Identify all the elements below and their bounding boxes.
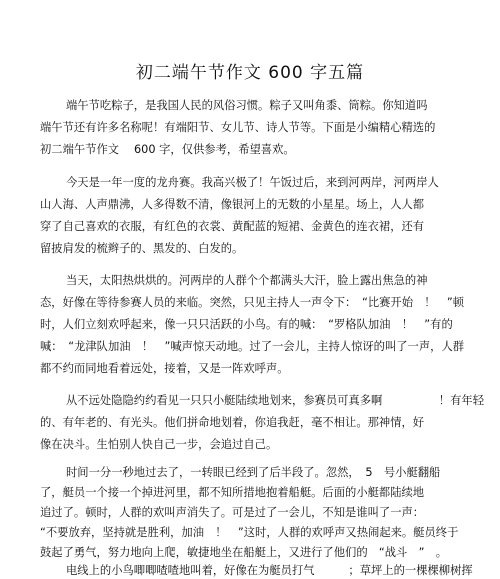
text-line: 都不约而同地看着远处，接着，又是一阵欢呼声。 xyxy=(40,362,289,375)
text-line: 的、有年老的、有光头。他们拼命地划着，你追我赶，毫不相让。那神情，好 xyxy=(40,416,425,429)
text-line: 追过了。顿时，人群的欢叫声消失了。可是过了一会儿，不知是谁叫了一声： xyxy=(40,506,425,519)
text-line: 从不远处隐隐约约看见一只只小艇陆续地划来，参赛员可真多啊 ！有年轻 xyxy=(66,394,484,407)
text-line: 像在决斗。生怕别人快自己一步，会追过自己。 xyxy=(40,438,278,451)
document-title: 初二端午节作文 600 字五篇 xyxy=(135,63,365,83)
text-line: 时间一分一秒地过去了，一转眼已经到了后半段了。忽然， 5 号小艇翻船 xyxy=(66,466,441,479)
text-line: 当天，太阳热烘烘的。河两岸的人群个个都满头大汗，脸上露出焦急的神 xyxy=(66,274,428,287)
text-line: 时，人们立刻欢呼起来，像一只只活跃的小鸟。有的喊： “罗格队加油 ！ ”有的 xyxy=(40,318,453,331)
text-line: 初二端午节作文 600 字，仅供参考，希望喜欢。 xyxy=(40,143,295,156)
text-line: 留披肩发的梳辫子的、黑发的、白发的。 xyxy=(40,242,244,255)
text-line: 穿了自己喜欢的衣服，有红色的衣裳、黄配蓝的短裙、金黄色的连衣裙，还有 xyxy=(40,220,425,233)
text-line: 鼓起了勇气，努力地向上爬，敏捷地坐在船艇上，又进行了他们的 “战斗 ” 。 xyxy=(40,546,448,559)
text-line: 端午节还有许多名称呢！有端阳节、女儿节、诗人节等。下面是小编精心精选的 xyxy=(40,121,436,134)
text-line: 态，好像在等待参赛人员的来临。突然，只见主持人一声令下： “比赛开始 ！ ”顿 xyxy=(40,296,465,309)
text-line: 了，艇员一个接一个掉进河里，都不知所措地抱着船艇。后面的小艇都陆续地 xyxy=(40,486,425,499)
text-line: 山人海、人声鼎沸，人多得数不清，像银河上的无数的小星星。场上，人人都 xyxy=(40,198,425,211)
text-line: 今天是一年一度的龙舟赛。我高兴极了！午饭过后，来到河两岸，河两岸人 xyxy=(66,176,439,189)
text-line: “不要放弃，坚持就是胜利，加油 ！ ”这时，人群的欢呼声又热闹起来。艇员终于 xyxy=(40,526,459,539)
text-line: 端午节吃粽子，是我国人民的风俗习惯。粽子又叫角黍、筒粽。你知道吗 xyxy=(66,99,428,112)
text-line: 喊： “龙津队加油 ！ ”喊声惊天动地。过了一会儿，主持人惊讶的叫了一声，人群 xyxy=(40,340,465,353)
text-line: 电线上的小鸟唧唧喳喳地叫着，好像在为艇员打气 ；草坪上的一棵棵柳树挥 xyxy=(66,564,473,577)
